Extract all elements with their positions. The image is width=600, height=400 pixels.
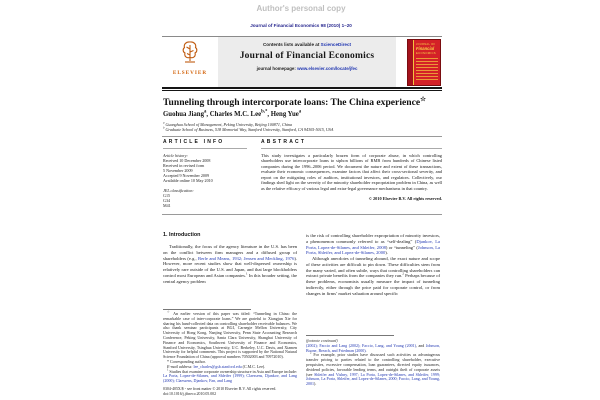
article-info-abstract-block: [163, 139, 442, 208]
footnote-corresponding-author: * Corresponding author.: [167, 359, 206, 365]
author-list: Guohua Jiang$^a$, Charles M.C. Lee$^{b,*}$, Heng Yue$^a$: [163, 109, 302, 118]
abstract-copyright: © 2010 Elsevier B.V. All rights reserved.: [368, 195, 442, 201]
header-bottom-rule-thin: [162, 90, 442, 91]
footnote-star: ☆ An earlier version of this paper was titled: “Tunneling in China: the remarkable case of inter-corporate loans.” We are grateful to Xiangjun Xie for sharing his hand-collected data on controlling shareholder receivable balances. We also thank seminar participants at BGI, Carnegie Mellon University, City University of Hong Kong, Nanjing University, Penn State Accounting Research Conference, Peking University, Santa Clara University, Shanghai University of Finance and Economics, Southwest University of Finance and Economics, Stanford University, Tsinghua University, U.C. Berkeley, U.C. Davis, and Xiamen University for helpful comments. This project is supported by the National Natural Science Foundation of China (approval numbers 70502003 and 70972010).: [163, 310, 297, 360]
affiliation-b: $^b$ Graduate School of Business, 518 Memorial Way, Stanford University, Stanford, CA 94305-5015, USA: [163, 125, 334, 132]
footnote-separator-left: [163, 309, 251, 310]
intro-paragraph-1: Traditionally, the focus of the agency literature in the U.S. has been on the conflict between firm managers and a diffused group of shareholders (e.g., Berle and Means, 1932; Jensen and Meckling, 1976). However, more recent studies show that well-dispersed ownership is relatively rare outside of the U.S. and Japan, and that large blockholders control most European and Asian companies.$^1$ In this broader setting, the central agency problem: [163, 244, 298, 284]
journal-article-page: [157, 0, 445, 400]
footnote-email[interactable]: E-mail address: lee_charles@gsb.stanford.edu (C.M.C. Lee).: [167, 363, 266, 369]
author-affiliations: [163, 122, 333, 132]
abstract-heading: ABSTRACT: [261, 139, 307, 145]
footnote-2: $^2$ For example, prior studies have discussed such activities as advantageous transfer pricing to parties related to the controlling shareholder, executive perquisites, excessive compensation, loan guarantees, directed equity issuances, dividend policies, favorable lending terms, and outright theft of corporate assets (see Shleifer and Vishny, 1997; La Porta, Lopez-de-Silanes, and Shleifer, 1999; Johnson, La Porta, Shleifer, and Lopez-de-Silanes, 2000; Faccio, Lang, and Young, 2001).: [306, 352, 440, 387]
authors-personal-copy-watermark: Author's personal copy: [256, 4, 346, 13]
footnote-1: $^1$ Studies that examine corporate ownership structure in Asia and Europe include: La Porta, Lopez-de-Silanes, and Shleifer (1999); Claessens, Djankov, and Lang (2000); Claessens, Djankov, Fan, and Lang: [163, 368, 297, 384]
body-left-column: [163, 226, 297, 398]
article-history-lines: Received 10 December 2008 Received in revised form 5 November 2009 Accepted 9 November 2009 Available online 10 May 2010: [163, 157, 213, 183]
footnote-separator-right: [306, 335, 394, 336]
cover-title-text: JOURNAL OF Financial ECONOMICS: [416, 43, 436, 55]
header-band: [218, 37, 396, 87]
article-info-column: [163, 139, 247, 208]
article-info-heading-rule: [163, 148, 247, 149]
elsevier-wordmark: ELSEVIER: [172, 70, 208, 76]
footnote-1-continued: (2002); Faccio and Lang (2002); Faccio, Lang, and Young (2001), and Johnson, Boone, Breach, and Friedman (2000).: [306, 342, 440, 353]
journal-masthead-title: Journal of Financial Economics: [239, 51, 375, 61]
journal-cover-cell: [396, 37, 442, 87]
header-bottom-rule-thick: [162, 87, 442, 89]
cover-content-lines: [416, 58, 438, 82]
jel-codes: G15 G34 M41: [163, 192, 171, 208]
paper-title: Tunneling through intercorporate loans: The China experience☆: [163, 95, 427, 108]
section-1-heading: 1. Introduction: [163, 232, 201, 238]
cover-spine-strip: [408, 40, 414, 85]
journal-homepage-link[interactable]: journal homepage: www.elsevier.com/locate/jfec: [256, 66, 358, 71]
journal-header-banner: [162, 36, 442, 87]
doi-line[interactable]: doi:10.1016/j.jfineco.2010.05.002: [163, 392, 217, 397]
journal-citation-line: Journal of Financial Economics 98 (2010) 1–20: [250, 23, 352, 28]
intro-paragraph-1-continued: is the risk of controlling shareholder expropriation of minority investors, a phenomenon commonly referred to as “self-dealing” (Djankov, La Porta, Lopez-de-Silanes, and Shleifer, 2008) or “tunneling” (Johnson, La Porta, Shleifer, and Lopez-de-Silanes, 2000).: [306, 233, 441, 256]
imprint-lines: [163, 387, 276, 397]
issn-line: 0304-405X/$ - see front matter © 2010 Elsevier B.V. All rights reserved.: [163, 387, 277, 392]
sciencedirect-line[interactable]: Contents lists available at ScienceDirect: [262, 42, 352, 47]
article-info-heading: ARTICLE INFO: [163, 139, 225, 145]
jel-label: JEL classification:: [163, 187, 194, 193]
journal-cover-thumbnail: [407, 39, 441, 86]
elsevier-tree-icon: [180, 40, 200, 64]
elsevier-logo: [162, 37, 218, 87]
rule-above-article-info: [162, 136, 442, 137]
rule-below-abstract: [162, 214, 442, 215]
right-footnote-block: [306, 335, 440, 387]
left-footnote-block: [163, 309, 297, 384]
footnote-continued-label: (footnote continued): [306, 338, 338, 343]
two-column-body: [163, 226, 442, 398]
abstract-text: This study investigates a particularly brazen form of corporate abuse, in which controlling shareholders use intercorporate loans to siphon billions of RMB from hundreds of Chinese listed companies during the 1996–2006 period. We document the nature and extent of these transactions, evaluate their economic consequences, examine factors that affect their cross-sectional severity, and report on the mitigating roles of auditors, institutional investors, and regulators. Collectively, our findings shed light on the severity of the minority shareholder expropriation problem in China, as well as the relative efficacy of various legal and extra-legal governance mechanisms in that country.: [261, 152, 442, 192]
affiliation-a: $^a$ Guanghua School of Management, Peking University, Beijing 100871, China: [163, 120, 293, 127]
abstract-column: [261, 139, 442, 208]
abstract-heading-rule: [261, 148, 442, 149]
body-right-column: [306, 226, 440, 398]
intro-paragraph-2: Although anecdotes of tunneling abound, the exact nature and scope of these activities are difficult to pin down. These difficulties stem from the many varied, and often subtle, ways that controlling shareholders can extract private benefits from the companies they run.$^2$ Perhaps because of these problems, economists usually measure the impact of tunneling indirectly, either through the price paid for corporate control, or from changes in firms’ market valuation around specific: [306, 256, 440, 296]
article-history-label: Article history:: [163, 152, 188, 158]
